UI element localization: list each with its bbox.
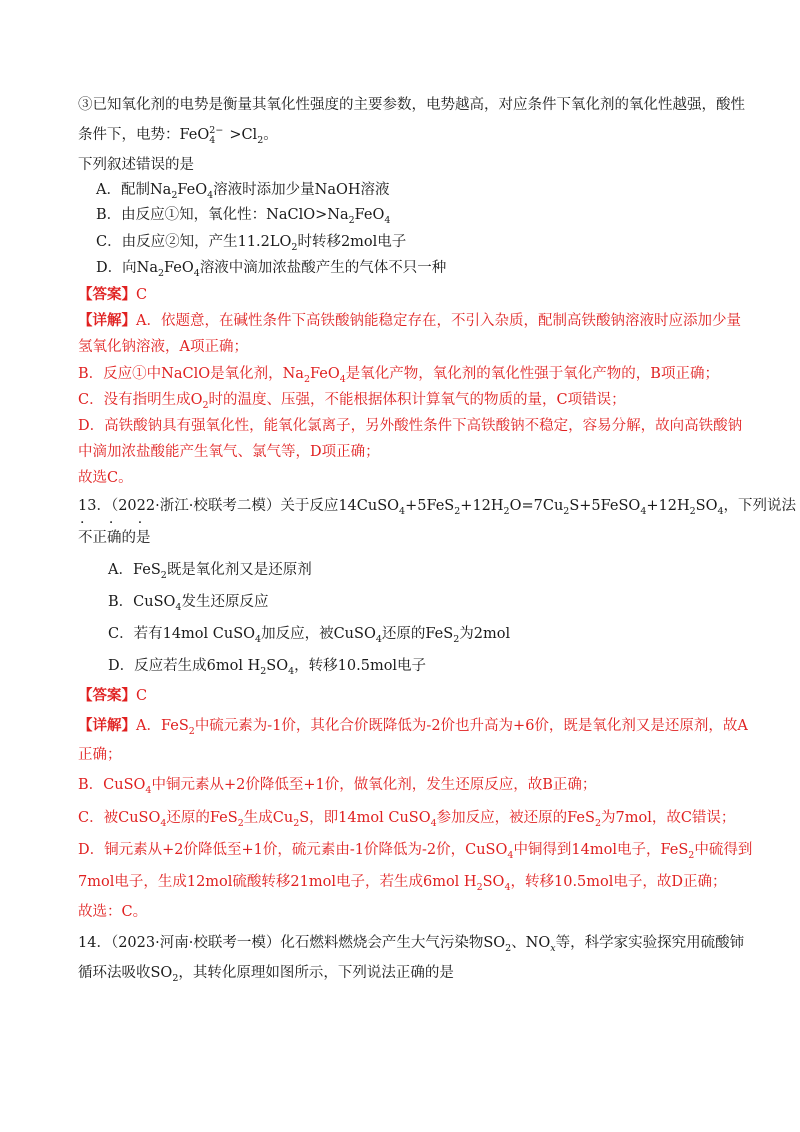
text-line-l05: B．由反应①知，氧化性：$NaClO>Na_2FeO_4$ — [96, 207, 391, 226]
text-line-l27: D．铜元素从+2价降低至+1价，硫元素由-1价降低为-2价，CuSO$_4$中铜得到14mol电子，FeS$_2$中硫得到 — [78, 842, 753, 861]
text-line-l19: B．CuSO$_4$发生还原反应 — [108, 594, 269, 613]
text-line-l02: 条件下，电势：$FeO_4^{2-} >Cl_2$。 — [78, 125, 278, 146]
text-line-l09: 【详解】A．依题意，在碱性条件下高铁酸钠能稳定存在，不引入杂质，配制高铁酸钠溶液时应添加少量 — [78, 312, 741, 329]
text-line-l01: ③已知氧化剂的电势是衡量其氧化性强度的主要参数，电势越高，对应条件下氧化剂的氧化性越强，酸性 — [78, 97, 745, 113]
text-line-l28: 7mol电子，生成12mol硫酸转移21mol电子，若生成6mol $H_2SO_4$，转移10.5mol电子，故D正确； — [78, 874, 727, 893]
text-line-l03: 下列叙述错误的是 — [78, 157, 194, 173]
text-line-l17: 不正确的是 — [78, 530, 151, 546]
text-line-l21: D．反应若生成6mol $H_2SO_4$，转移10.5mol电子 — [108, 658, 427, 677]
text-line-l18: A．FeS$_2$既是氧化剂又是还原剂 — [108, 562, 312, 581]
text-line-l07: D．向$Na_2FeO_4$溶液中滴加浓盐酸产生的气体不只一种 — [96, 260, 447, 279]
emphasis-dots: · · · — [80, 515, 153, 531]
text-line-l11: B．反应①中NaClO是氧化剂，$Na_2FeO_4$是氧化产物，氧化剂的氧化性强于氧化产物的，B项正确； — [78, 366, 719, 385]
text-line-l20: C．若有14mol CuSO$_4$加反应，被CuSO$_4$还原的FeS$_2$为2mol — [108, 626, 511, 645]
text-line-l31: 循环法吸收$SO_2$，其转化原理如图所示，下列说法正确的是 — [78, 965, 454, 984]
text-line-l24: 正确； — [78, 747, 122, 763]
text-line-l30: 14．（2023·河南·校联考一模）化石燃料燃烧会产生大气污染物$SO_2$、$NO_x$等，科学家实验探究用硫酸铈 — [78, 935, 745, 954]
text-line-l26: C．被CuSO$_4$还原的FeS$_2$生成$Cu_2S$，即14mol CuSO$_4$参加反应，被还原的FeS$_2$为7mol，故C错误； — [78, 810, 736, 829]
text-line-l13: D．高铁酸钠具有强氧化性，能氧化氯离子，另外酸性条件下高铁酸钠不稳定，容易分解，故向高铁酸钠 — [78, 418, 743, 434]
text-line-l23: 【详解】A．FeS$_2$中硫元素为-1价，其化合价既降低为-2价也升高为+6价，既是氧化剂又是还原剂，故A — [78, 717, 748, 737]
text-line-l15: 故选C。 — [78, 470, 133, 486]
text-line-l16: 13．（2022·浙江·校联考二模）关于反应$14CuSO_4+5FeS_2+12H_2O=7Cu_2S+5FeSO_4+12H_2SO_4$，下列说法 — [78, 498, 797, 517]
text-line-l06: C．由反应②知，产生$11.2LO_2$时转移2mol电子 — [96, 234, 407, 253]
text-line-l08: 【答案】C — [78, 286, 148, 303]
text-line-l25: B．CuSO$_4$中铜元素从+2价降低至+1价，做氧化剂，发生还原反应，故B正确； — [78, 777, 597, 796]
text-line-l14: 中滴加浓盐酸能产生氧气、氯气等，D项正确； — [78, 444, 380, 460]
text-line-l29: 故选：C。 — [78, 904, 148, 920]
text-line-l12: C．没有指明生成$O_2$时的温度、压强，不能根据体积计算氧气的物质的量，C项错误； — [78, 392, 626, 411]
text-line-l10: 氢氧化钠溶液，A项正确； — [78, 339, 248, 355]
text-line-l04: A．配制$Na_2FeO_4$溶液时添加少量NaOH溶液 — [96, 182, 390, 201]
text-line-l22: 【答案】C — [78, 687, 148, 704]
